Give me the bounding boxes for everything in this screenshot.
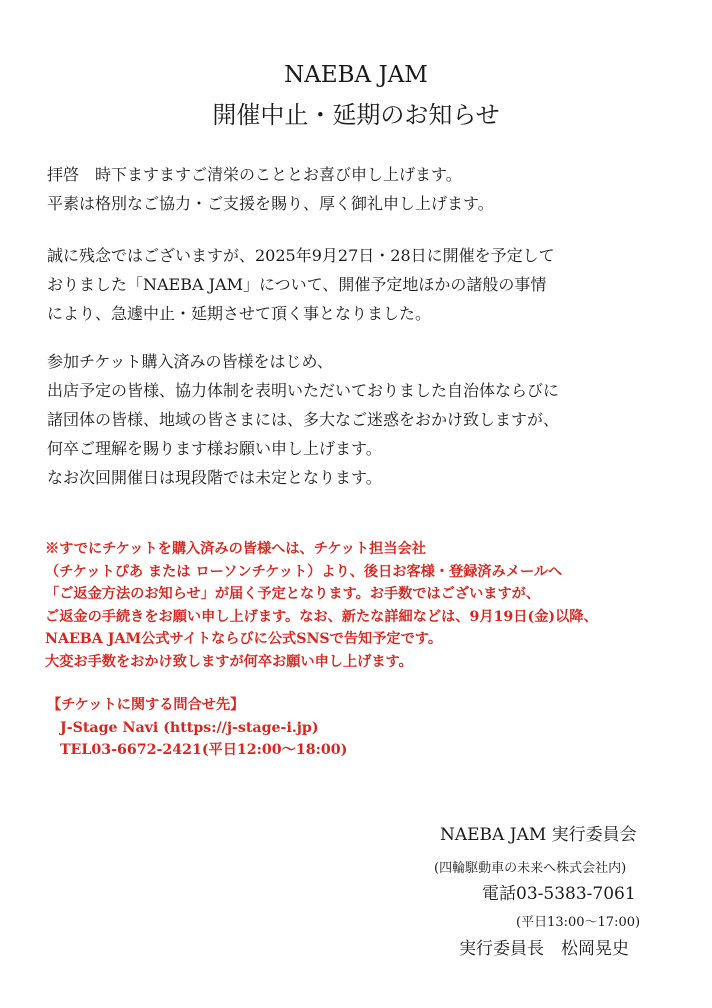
paragraph-line: 諸団体の皆様、地域の皆さまには、多大なご迷惑をおかけ致しますが、 [47,410,560,429]
committee-hours: (平日13:00～17:00) [516,915,641,930]
paragraph-line: 参加チケット購入済みの皆様をはじめ、 [47,352,333,371]
refund-notice-line: NAEBA JAM公式サイトならびに公式SNSで告知予定です。 [45,631,443,648]
ticket-contact-name: J-Stage Navi (https://j-stage-i.jp) [60,719,319,736]
paragraph-line: 出店予定の皆様、協力体制を表明いただいておりました自治体ならびに [47,381,560,400]
refund-notice [45,538,695,674]
paragraph-line: 拝啓 時下ますますご清栄のこととお喜び申し上げます。 [47,165,462,184]
greeting-paragraph [47,160,687,218]
ticket-contact-heading: 【チケットに関する問合せ先】 [47,697,245,713]
event-title: NAEBA JAM [284,62,428,88]
apology-paragraph [47,347,687,492]
refund-notice-line: （チケットぴあ または ローソンチケット）より、後日お客様・登録済みメールへ [45,563,563,580]
paragraph-line: おりました「NAEBA JAM」について、開催予定地ほかの諸般の事情 [47,275,547,294]
committee-chair: 実行委員長 松岡晃史 [459,939,629,959]
paragraph-line: 平素は格別なご協力・ご支援を賜り、厚く御礼申し上げます。 [47,194,494,213]
committee-tel: 電話03-5383-7061 [482,884,636,904]
paragraph-line: 誠に残念ではございますが、2025年9月27日・28日に開催を予定して [47,246,555,265]
refund-notice-line: ご返金の手続きをお願い申し上げます。なお、新たな詳細などは、9月19日(金)以降、 [45,608,598,625]
notice-title: 開催中止・延期のお知らせ [212,101,500,129]
committee-company: (四輪駆動車の未来へ株式会社内) [434,861,627,876]
refund-notice-line: 大変お手数をおかけ致しますが何卒お願い申し上げます。 [45,653,413,670]
cancellation-paragraph [47,241,687,328]
committee-name: NAEBA JAM 実行委員会 [440,825,637,845]
ticket-contact-tel: TEL03-6672-2421(平日12:00～18:00) [60,742,348,759]
ticket-contact [47,694,447,762]
refund-notice-line: 「ご返金方法のお知らせ」が届く予定となります。お手数ではございますが、 [45,586,541,603]
refund-notice-line: ※すでにチケットを購入済みの皆様へは、チケット担当会社 [45,541,426,557]
paragraph-line: により、急遽中止・延期させて頂く事となりました。 [47,304,432,323]
paragraph-line: なお次回開催日は現段階では未定となります。 [47,468,382,487]
paragraph-line: 何卒ご理解を賜ります様お願い申し上げます。 [47,439,382,458]
